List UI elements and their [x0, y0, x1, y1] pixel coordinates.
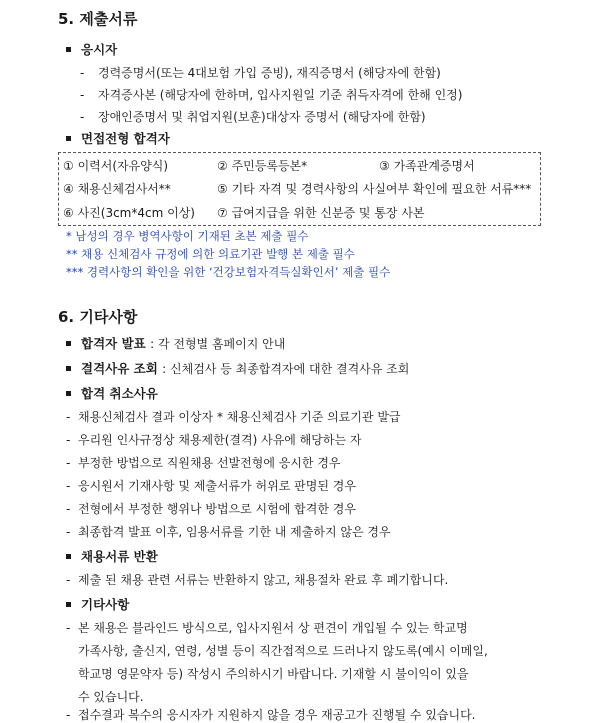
- return-docs-heading: 채용서류 반환: [66, 547, 158, 565]
- list-item: - 우리원 인사규정상 채용제한(결격) 사유에 해당하는 자: [66, 433, 362, 447]
- bullet-square-icon: [66, 554, 71, 559]
- footnote: * 남성의 경우 병역사항이 기재된 초본 제출 필수: [66, 229, 309, 243]
- document-item: ② 주민등록등본*: [217, 159, 308, 173]
- paragraph-line: - 본 채용은 블라인드 방식으로, 입사지원서 상 편견이 개입될 수 있는 학교명: [66, 621, 468, 635]
- misc-heading: 기타사항: [66, 595, 129, 613]
- list-item: - 최종합격 발표 이후, 임용서류를 기한 내 제출하지 않은 경우: [66, 525, 391, 539]
- cancel-heading: 합격 취소사유: [66, 384, 158, 402]
- announce-line: 합격자 발표 : 각 전형별 홈페이지 안내: [66, 334, 285, 352]
- paragraph-line: - 접수결과 복수의 응시자가 지원하지 않을 경우 재공고가 진행될 수 있습니다.: [66, 708, 476, 722]
- applicants-heading: 응시자: [66, 40, 117, 58]
- list-item: - 채용신체검사 결과 이상자 * 채용신체검사 기준 의료기관 발급: [66, 410, 401, 424]
- list-item: - 장애인증명서 및 취업지원(보훈)대상자 증명서 (해당자에 한함): [80, 110, 426, 124]
- disqualification-check-line: 결격사유 조회 : 신체검사 등 최종합격자에 대한 결격사유 조회: [66, 359, 409, 377]
- list-item: - 부정한 방법으로 직원채용 선발전형에 응시한 경우: [66, 456, 341, 470]
- section-title-documents: 5. 제출서류: [58, 10, 138, 28]
- list-item: - 경력증명서(또는 4대보험 가입 증빙), 재직증명서 (해당자에 한함): [80, 66, 441, 80]
- paragraph-line: 수 있습니다.: [78, 690, 144, 704]
- bullet-square-icon: [66, 602, 71, 607]
- list-item: - 응시원서 기재사항 및 제출서류가 허위로 판명된 경우: [66, 479, 356, 493]
- section-title-misc: 6. 기타사항: [58, 308, 138, 326]
- bullet-square-icon: [66, 47, 71, 52]
- list-item: - 전형에서 부정한 행위나 방법으로 시험에 합격한 경우: [66, 502, 356, 516]
- document-item: ① 이력서(자유양식): [63, 159, 169, 173]
- document-item: ③ 가족관계증명서: [379, 159, 475, 173]
- document-item: ④ 채용신체검사서**: [63, 182, 171, 196]
- required-documents-box: [58, 152, 541, 226]
- bullet-square-icon: [66, 341, 71, 346]
- document-item: ⑦ 급여지급을 위한 신분증 및 통장 사본: [217, 206, 425, 220]
- document-item: ⑤ 기타 자격 및 경력사항의 사실여부 확인에 필요한 서류***: [217, 182, 532, 196]
- interview-heading: 면접전형 합격자: [66, 129, 170, 147]
- footnote: *** 경력사항의 확인을 위한 ‘건강보험자격득실확인서’ 제출 필수: [66, 265, 391, 279]
- paragraph-line: 가족사항, 출신지, 연령, 성별 등이 직간접적으로 드러나지 않도록(예시 이메일,: [78, 644, 488, 658]
- bullet-square-icon: [66, 136, 71, 141]
- footnote: ** 채용 신체검사 규정에 의한 의료기관 발행 본 제출 필수: [66, 247, 355, 261]
- paragraph-line: 학교명 영문약자 등) 작성시 주의하시기 바랍니다. 기재할 시 불이익이 있을: [78, 667, 469, 681]
- bullet-square-icon: [66, 366, 71, 371]
- bullet-square-icon: [66, 391, 71, 396]
- list-item: - 자격증사본 (해당자에 한하며, 입사지원일 기준 취득자격에 한해 인정): [80, 88, 463, 102]
- list-item: - 제출 된 채용 관련 서류는 반환하지 않고, 채용절차 완료 후 폐기합니다.: [66, 573, 449, 587]
- document-item: ⑥ 사진(3cm*4cm 이상): [63, 206, 195, 220]
